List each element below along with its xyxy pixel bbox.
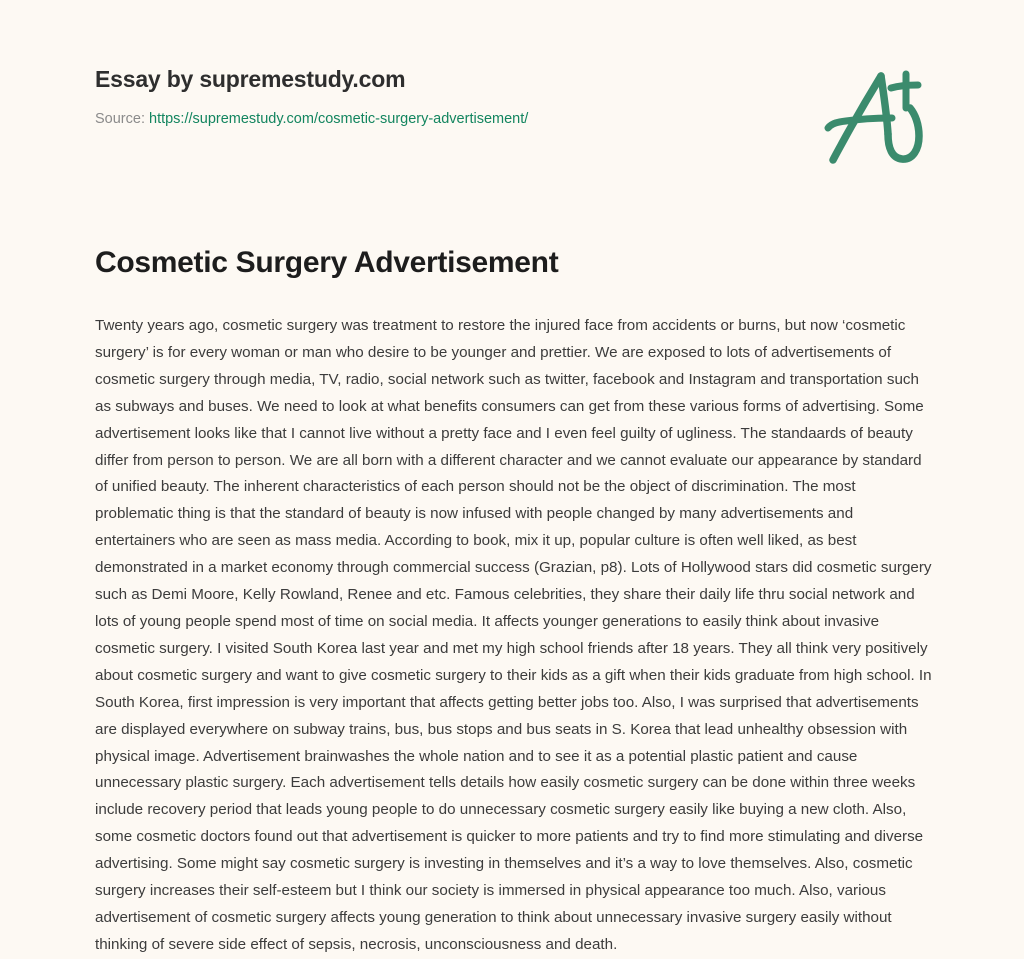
essay-paragraph: Twenty years ago, cosmetic surgery was treatment to restore the injured face from accidents or burns, but now ‘cosmetic surgery’ is for every woman or man who desire to be younger and prettier. We are exposed to lots of advertisements of cosmetic surgery through media, TV, radio, social network such as twitter, facebook and Instagram and transportation such as subways and buses. We need to look at what benefits consumers can get from these various forms of advertising. Some advertisement looks like that I cannot live without a pretty face and I even feel guilty of ugliness. The standaards of beauty differ from person to person. We are all born with a different character and we cannot evaluate our appearance by standard of unified beauty. The inherent characteristics of each person should not be the object of discrimination. The most problematic thing is that the standard of beauty is now infused with people changed by many advertisements and entertainers who are seen as mass media. According to book, mix it up, popular culture is often well liked, as best demonstrated in a market economy through commercial success (Grazian, p8). Lots of Hollywood stars did cosmetic surgery such as Demi Moore, Kelly Rowland, Renee and etc. Famous celebrities, they share their daily life thru social network and lots of young people spend most of time on social media. It affects younger generations to easily think about invasive cosmetic surgery. I visited South Korea last year and met my high school friends after 18 years. They all think very positively about cosmetic surgery and want to give cosmetic surgery to their kids as a gift when their kids graduate from high school. In South Korea, first impression is very important that affects getting better jobs too. Also, I was surprised that advertisements are displayed everywhere on subway trains, bus, bus stops and bus seats in S. Korea that lead unhealthy obsession with physical image. Advertisement brainwashes the whole nation and to see it as a potential plastic patient and cause unnecessary plastic surgery. Each advertisement tells details how easily cosmetic surgery can be done within three weeks include recovery period that leads young people to do unnecessary cosmetic surgery easily like buying a new cloth. Also, some cosmetic doctors found out that advertisement is quicker to more patients and try to find more stimulating and diverse advertising. Some might say cosmetic surgery is investing in themselves and it’s a way to love themselves. Also, cosmetic surgery increases their self-esteem but I think our society is immersed in physical appearance too much. Also, various advertisement of cosmetic surgery affects young generation to think about unnecessary invasive surgery easily without thinking of severe side effect of sepsis, necrosis, unconsciousness and death. — [95, 317, 932, 953]
source-url-link[interactable]: https://supremestudy.com/cosmetic-surgery-advertisement/ — [149, 111, 529, 127]
a-plus-logo[interactable] — [818, 66, 926, 170]
page-title: Cosmetic Surgery Advertisement — [95, 246, 559, 279]
source-line — [95, 109, 944, 129]
page-header — [95, 64, 944, 129]
essay-byline: Essay by supremestudy.com — [95, 66, 406, 92]
source-label: Source: — [95, 111, 149, 127]
essay-body — [95, 313, 933, 959]
